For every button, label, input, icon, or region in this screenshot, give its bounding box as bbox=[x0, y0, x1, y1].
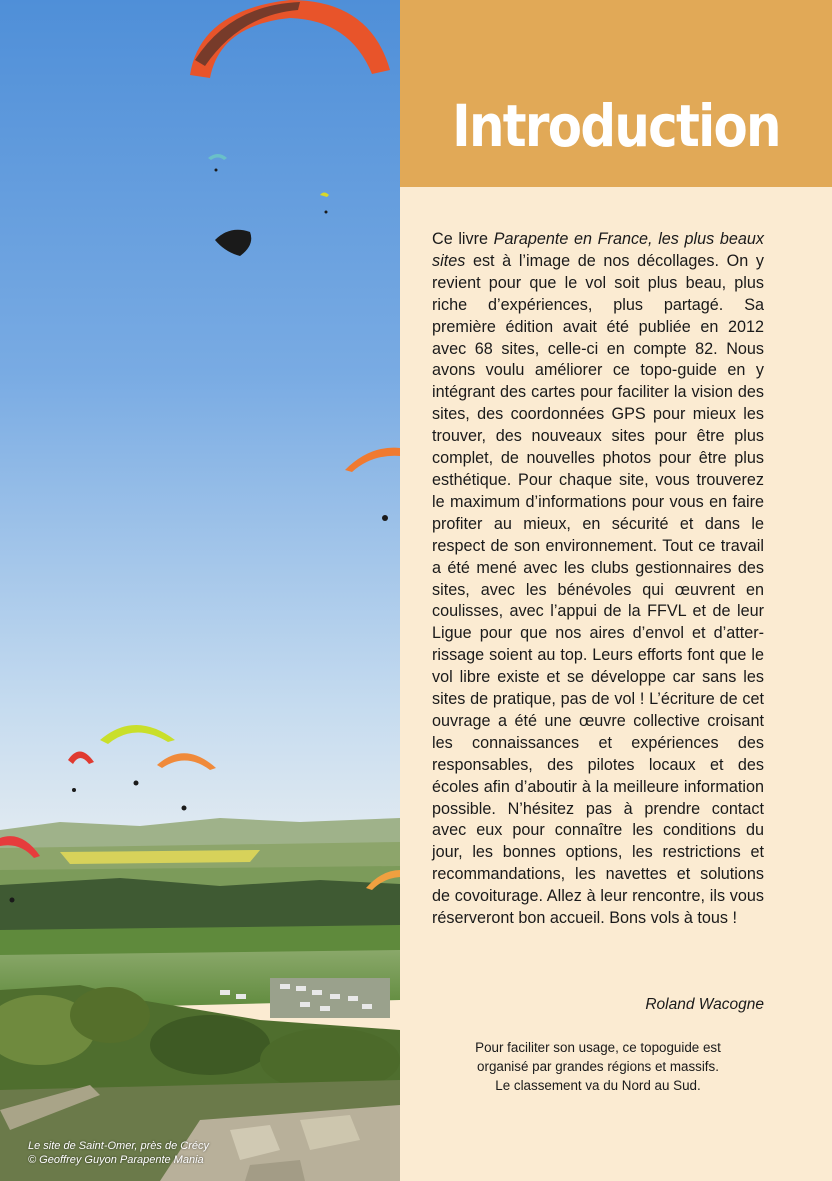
introduction-body bbox=[432, 229, 764, 930]
usage-note-line-3: Le classement va du Nord au Sud. bbox=[495, 1078, 701, 1093]
intro-text-rest: est à l’image de nos décollages. On y revient pour que le vol soit plus beau, plus riche d’expériences, plus partagé. Sa première édition avait été publiée en 2012 avec 68 sites, celle-ci en compte 82. Nous avons voulu améliorer ce topo-guide en y intégrant des cartes pour faciliter la vision des sites, des coordonnées GPS pour mieux les trouver, des nouveaux sites pour être plus complet, de nouvelles photos pour être plus esthétique. Pour chaque site, vous trouverez le maximum d’informations pour vous en faire profiter au mieux, en sécurité et dans le respect de son environnement. Tout ce travail a été mené avec les clubs gestionnaires des sites, avec les bénévoles qui œuvrent en coulisses, avec l’appui de la FFVL et de leur Ligue pour que nos aires d’envol et d’atter-rissage soient au top. Leurs efforts font que le vol libre existe et se développe car sans les sites de pratique, pas de vol ! L’écriture de cet ouvrage a été une œuvre collective croisant les connaissances et expériences des responsables, des pilotes locaux et des écoles afin d’aboutir à la meilleure information possible. N’hésitez pas à prendre contact avec eux pour connaître les conditions du jour, les bonnes options, les restrictions et recommandations, les navettes et solutions de covoiturage. Allez à leur rencontre, ils vous réserveront bon accueil. Bons vols à tous ! bbox=[432, 251, 764, 928]
paragliders-landscape-image bbox=[0, 0, 400, 1181]
cover-photo bbox=[0, 0, 400, 1181]
intro-text-start: Ce livre bbox=[432, 230, 494, 248]
page-title: Introduction bbox=[452, 92, 780, 160]
photo-caption bbox=[28, 1139, 209, 1167]
photo-caption-location: Le site de Saint-Omer, près de Crécy bbox=[28, 1140, 209, 1152]
usage-note-line-1: Pour faciliter son usage, ce topoguide est bbox=[475, 1040, 721, 1055]
usage-note-line-2: organisé par grandes régions et massifs. bbox=[477, 1059, 719, 1074]
title-band bbox=[400, 0, 832, 187]
text-panel bbox=[400, 0, 832, 1181]
author-signature: Roland Wacogne bbox=[645, 996, 764, 1013]
usage-note bbox=[432, 1038, 764, 1095]
book-title: Parapente en France, les plus beaux sites bbox=[432, 230, 764, 270]
photo-caption-credit: © Geoffrey Guyon Parapente Mania bbox=[28, 1154, 204, 1166]
introduction-paragraph bbox=[432, 229, 764, 930]
